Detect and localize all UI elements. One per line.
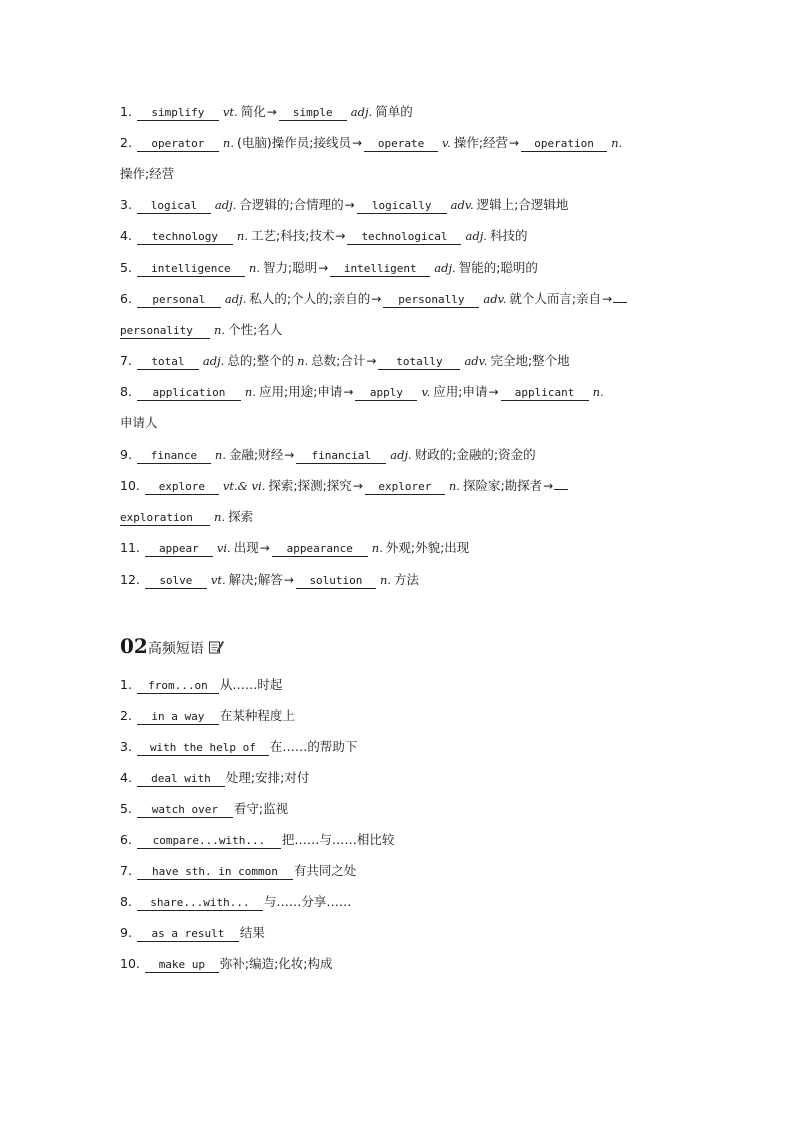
answer-blank: explore [145,479,219,495]
answer-blank: in a way [137,709,219,725]
phrase-item-5: 5. watch over 看守;监视 [120,801,289,816]
answer-blank: totally [378,354,460,370]
answer-blank: exploration [120,510,210,526]
vocab-item-6-wrap: personality n. 个性;名人 [120,322,283,337]
answer-blank-start [613,302,627,303]
answer-blank: as a result [137,926,239,942]
vocab-item-12: 12. solve vt. 解决;解答→ solution n. 方法 [120,572,420,587]
vocab-item-8-wrap: 申请人 [120,415,158,430]
arrow-icon: → [283,573,294,587]
vocab-item-11: 11. appear vi. 出现→ appearance n. 外观;外貌;出现 [120,540,470,555]
answer-blank: operate [364,136,438,152]
answer-blank: personality [120,323,210,339]
answer-blank: share...with... [137,895,263,911]
arrow-icon: → [284,448,295,462]
section-heading [120,634,224,659]
answer-blank: explorer [365,479,445,495]
answer-blank: operator [137,136,219,152]
answer-blank: appear [145,541,213,557]
answer-blank: total [137,354,199,370]
arrow-icon: → [266,105,277,119]
answer-blank: personal [137,292,221,308]
answer-blank: from...on [137,678,219,694]
answer-blank: technological [347,229,461,245]
note-pencil-icon [208,639,224,659]
phrase-item-8: 8. share...with... 与……分享…… [120,894,352,909]
vocab-item-8: 8. application n. 应用;用途;申请→ apply v. 应用;申请→ applicant n. [120,384,604,399]
arrow-icon: → [371,292,382,306]
phrase-item-4: 4. deal with 处理;安排;对付 [120,770,310,785]
answer-blank: intelligence [137,261,245,277]
vocab-item-10: 10. explore vt.& vi. 探索;探测;探究→ explorer n. 探险家;勘探者→ [120,477,680,495]
phrase-item-2: 2. in a way 在某种程度上 [120,708,295,723]
answer-blank: with the help of [137,740,269,756]
answer-blank: intelligent [330,261,430,277]
answer-blank: appearance [272,541,368,557]
arrow-icon: → [543,479,554,493]
answer-blank: finance [137,448,211,464]
vocab-item-6: 6. personal adj. 私人的;个人的;亲自的→ personally adv. 就个人而言;亲自→ [120,290,680,308]
answer-blank: simple [279,105,347,121]
answer-blank: solution [296,573,376,589]
vocab-item-2-wrap: 操作;经营 [120,166,175,181]
vocab-item-4: 4. technology n. 工艺;科技;技术→ technological adj. 科技的 [120,228,528,243]
answer-blank: operation [521,136,607,152]
answer-blank: logical [137,198,211,214]
answer-blank: financial [296,448,386,464]
arrow-icon: → [509,136,520,150]
vocab-item-1: 1. simplify vt. 简化→ simple adj. 简单的 [120,104,413,119]
phrase-item-1: 1. from...on 从……时起 [120,677,283,692]
arrow-icon: → [351,136,363,150]
phrase-item-6: 6. compare...with... 把……与……相比较 [120,832,395,847]
arrow-icon: → [352,479,363,493]
arrow-icon: → [366,354,377,368]
answer-blank: personally [383,292,479,308]
vocab-item-2: 2. operator n. (电脑)操作员;接线员→ operate v. 操作;经营→ operation n. [120,135,623,150]
phrase-item-9: 9. as a result 结果 [120,925,265,940]
answer-blank: applicant [501,385,589,401]
section-number: 02 [120,634,148,658]
arrow-icon: → [488,385,499,399]
answer-blank: apply [355,385,417,401]
arrow-icon: → [344,198,355,212]
arrow-icon: → [335,229,346,243]
section-title: 高频短语 [147,641,204,657]
answer-blank: technology [137,229,233,245]
arrow-icon: → [259,541,270,555]
arrow-icon: → [343,385,354,399]
phrase-item-10: 10. make up 弥补;编造;化妆;构成 [120,956,333,971]
answer-blank: watch over [137,802,233,818]
phrase-item-7: 7. have sth. in common 有共同之处 [120,863,357,878]
phrase-item-3: 3. with the help of 在……的帮助下 [120,739,358,754]
arrow-icon: → [602,292,613,306]
vocab-item-3: 3. logical adj. 合逻辑的;合情理的→ logically adv. 逻辑上;合逻辑地 [120,197,569,212]
answer-blank: compare...with... [137,833,281,849]
answer-blank: solve [145,573,207,589]
answer-blank: make up [145,957,219,973]
answer-blank: simplify [137,105,219,121]
answer-blank: logically [357,198,447,214]
vocab-item-7: 7. total adj. 总的;整个的 n. 总数;合计→ totally adv. 完全地;整个地 [120,353,570,368]
answer-blank: deal with [137,771,225,787]
vocab-item-9: 9. finance n. 金融;财经→ financial adj. 财政的;金融的;资金的 [120,447,536,462]
vocab-item-10-wrap: exploration n. 探索 [120,509,254,524]
vocab-item-5: 5. intelligence n. 智力;聪明→ intelligent adj. 智能的;聪明的 [120,260,538,275]
answer-blank: have sth. in common [137,864,293,880]
answer-blank-start [554,489,568,490]
arrow-icon: → [318,261,329,275]
answer-blank: application [137,385,241,401]
